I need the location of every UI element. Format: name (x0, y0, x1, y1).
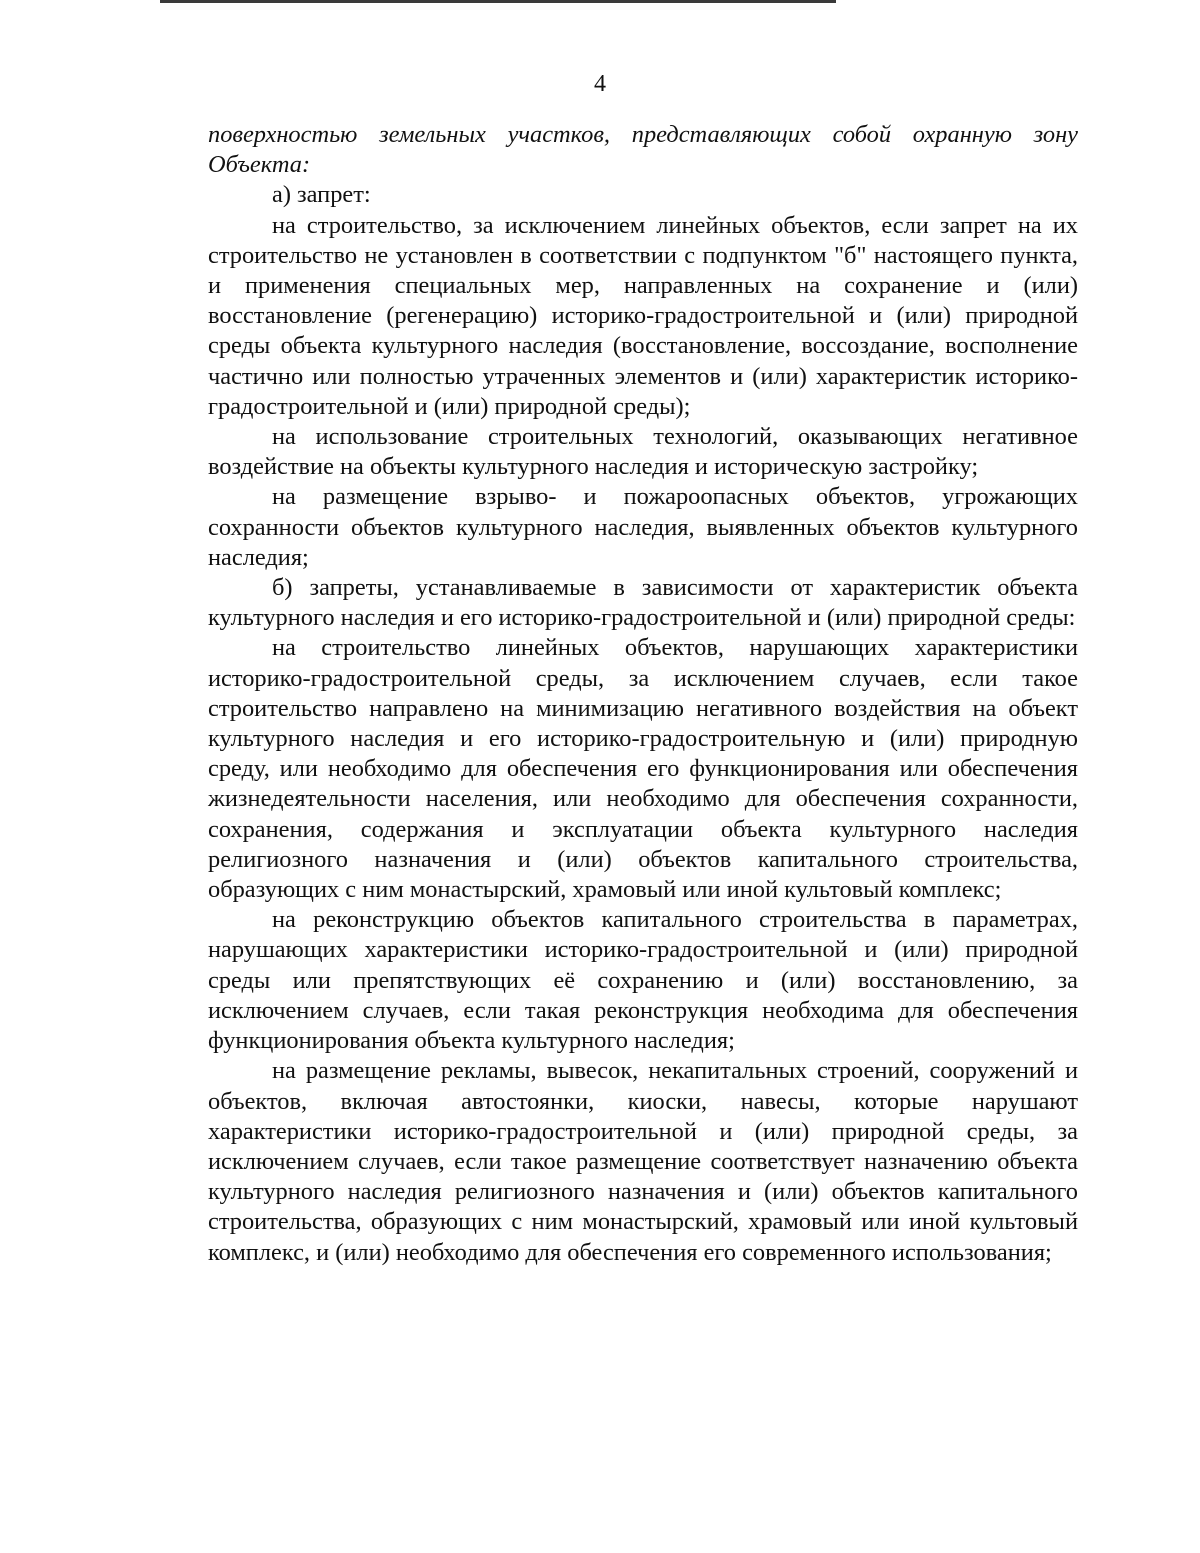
paragraph-advertising-ban: на размещение рекламы, вывесок, некапитальных строений, сооружений и объектов, включая автостоянки, киоски, навесы, которые нарушают характеристики историко-градостроительной и (или) природной среды, за исключением случаев, если такое размещение соответствует назначению объекта культурного наследия религиозного назначения и (или) объектов капитального строительства, образующих с ним монастырский, храмовый или иной культовый комплекс, и (или) необходимо для обеспечения его современного использования; (208, 1057, 1078, 1266)
page-number: 4 (594, 71, 606, 97)
paragraph-linear-objects-ban: на строительство линейных объектов, нарушающих характеристики историко-градостроительной среды, за исключением случаев, если такое строительство направлено на минимизацию негативного воздействия на объект культурного наследия и его историко-градостроительную и (или) природную среду, или необходимо для обеспечения его функционирования или обеспечения жизнедеятельности населения, или необходимо для обеспечения сохранности, сохранения, содержания и эксплуатации объекта культурного наследия религиозного назначения и (или) объектов капитального строительства, образующих с ним монастырский, храмовый или иной культовый комплекс; (208, 634, 1078, 904)
paragraph-item-a-heading: а) запрет: (272, 181, 371, 209)
paragraph-reconstruction-ban: на реконструкцию объектов капитального строительства в параметрах, нарушающих характеристики историко-градостроительной и (или) природной среды или препятствующих её сохранению и (или) восстановлению, за исключением случаев, если такая реконструкция необходима для обеспечения функционирования объекта культурного наследия; (208, 906, 1078, 1055)
paragraph-hazardous-objects-ban: на размещение взрыво- и пожароопасных объектов, угрожающих сохранности объектов культурного наследия, выявленных объектов культурного наследия; (208, 483, 1078, 571)
scan-edge-line (160, 0, 836, 3)
paragraph-construction-ban: на строительство, за исключением линейных объектов, если запрет на их строительство не установлен в соответствии с подпунктом "б" настоящего пункта, и применения специальных мер, направленных на сохранение и (или) восстановление (регенерацию) историко-градостроительной и (или) природной среды объекта культурного наследия (восстановление, воссоздание, восполнение частично или полностью утраченных элементов и (или) характеристик историко-градостроительной и (или) природной среды); (208, 211, 1078, 420)
paragraph-item-b-heading: б) запреты, устанавливаемые в зависимости от характеристик объекта культурного наследия и его историко-градостроительной и (или) природной среды: (208, 574, 1078, 632)
paragraph-technology-ban: на использование строительных технологий, оказывающих негативное воздействие на объекты культурного наследия и историческую застройку; (208, 423, 1078, 481)
paragraph-continuation: поверхностью земельных участков, представляющих собой охранную зону Объекта: (208, 121, 1078, 179)
document-body (208, 120, 1078, 1268)
